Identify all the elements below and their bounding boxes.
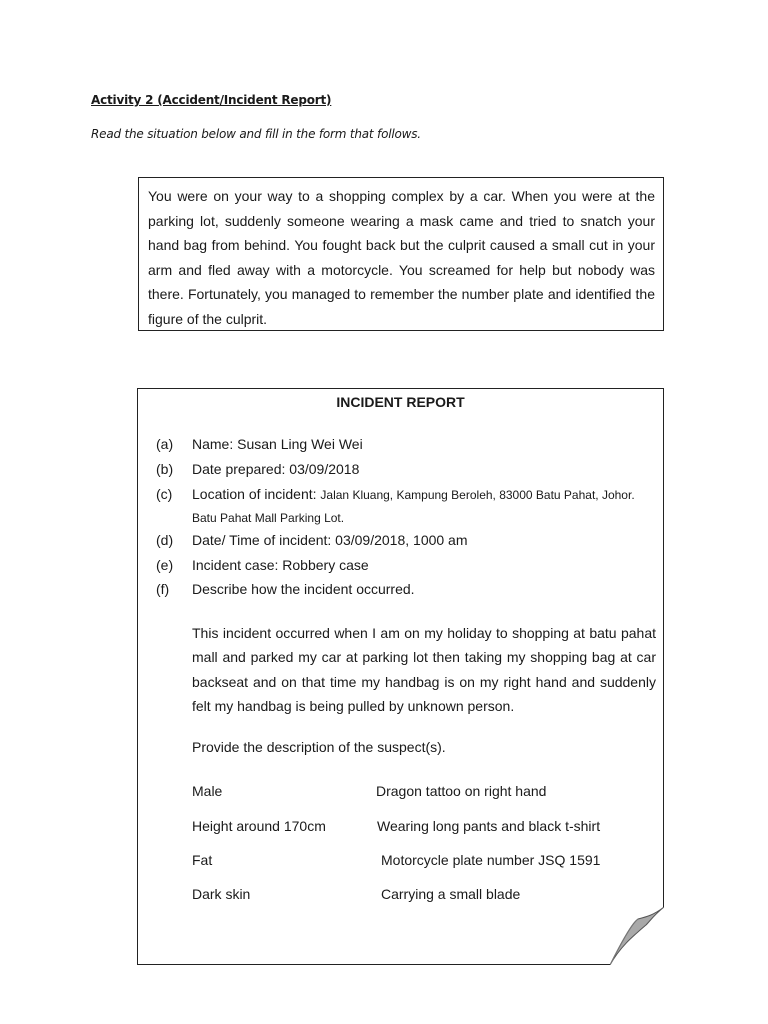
field-incident-case [156,557,369,573]
field-date-prepared-text: Date prepared: 03/09/2018 [192,461,360,477]
suspect-prompt: Provide the description of the suspect(s). [192,739,446,755]
activity-title: Activity 2 (Accident/Incident Report) [91,93,332,107]
page-curl-icon [610,907,664,965]
field-location [156,486,635,502]
suspect-trait: Male [192,783,223,799]
incident-narrative: This incident occurred when I am on my holiday to shopping at batu pahat mall and parked my car at parking lot then taking my shopping bag at car backseat and on that time my handbag is on my right hand and suddenly felt my handbag is being pulled by unknown person. [192,625,656,714]
field-describe [156,581,415,597]
incident-report-sheet [137,388,664,965]
field-date-time-text: Date/ Time of incident: 03/09/2018, 1000 am [192,532,468,548]
field-describe-text: Describe how the incident occurred. [192,581,415,597]
field-key: (a) [156,436,174,452]
field-key: (c) [156,486,173,502]
field-name-text: Name: Susan Ling Wei Wei [192,436,363,452]
field-key: (f) [156,581,170,597]
field-key: (e) [156,557,174,573]
suspect-detail: Wearing long pants and black t-shirt [377,818,601,834]
suspect-trait: Height around 170cm [192,818,326,834]
suspect-detail: Carrying a small blade [381,886,521,902]
report-title: INCIDENT REPORT [336,394,465,410]
suspect-detail: Dragon tattoo on right hand [376,783,547,799]
field-name [156,436,363,452]
situation-text: You were on your way to a shopping complex by a car. When you were at the parking lot, suddenly someone wearing a mask came and tried to snatch your hand bag from behind. You fought back but the culprit caused a small cut in your arm and fled away with a motorcycle. You screamed for help but nobody was there. Fortunately, you managed to remember the number plate and identified the figure of the culprit. [148,188,655,327]
field-location-label: Location of incident: [192,486,317,502]
suspect-trait: Fat [192,852,213,868]
suspect-trait: Dark skin [192,886,251,902]
field-location-value: Jalan Kluang, Kampung Beroleh, 83000 Batu Pahat, Johor. [320,488,635,502]
suspect-detail: Motorcycle plate number JSQ 1591 [381,852,601,868]
field-location-value-cont: Batu Pahat Mall Parking Lot. [192,511,345,525]
situation-box [138,177,664,331]
field-key: (d) [156,532,174,548]
instruction-text: Read the situation below and fill in the form that follows. [91,127,421,141]
field-key: (b) [156,461,174,477]
field-date-prepared [156,461,359,477]
field-incident-case-text: Incident case: Robbery case [192,557,369,573]
field-date-time [156,532,468,548]
